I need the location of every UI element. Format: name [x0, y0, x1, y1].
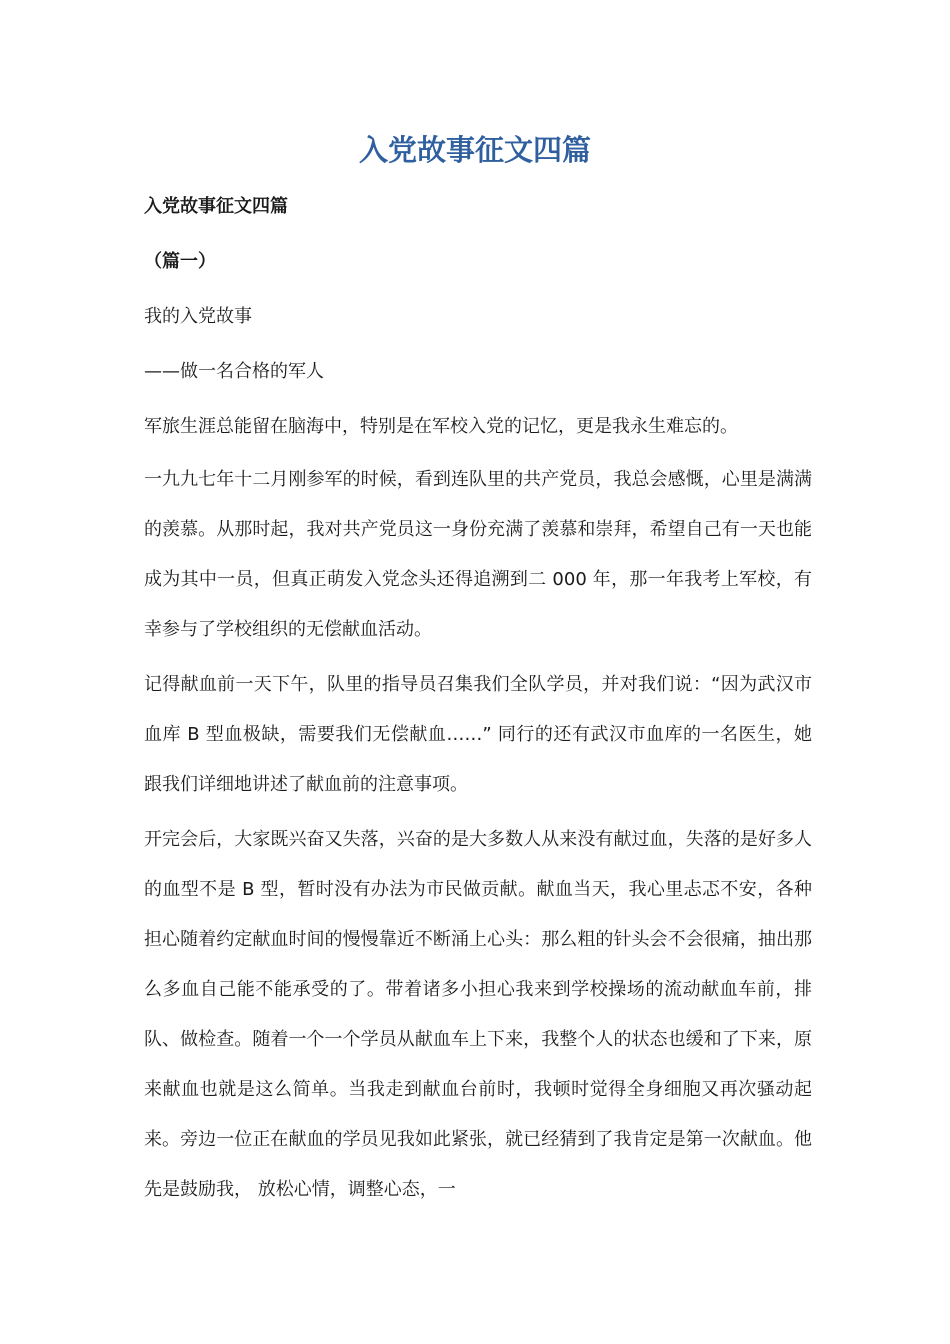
story-subtitle: ——做一名合格的军人 — [144, 361, 324, 382]
section-label: （篇一） — [144, 251, 216, 272]
story-title: 我的入党故事 — [144, 306, 252, 327]
paragraph: 开完会后，大家既兴奋又失落，兴奋的是大多数人从来没有献过血，失落的是好多人的血型不是 B 型，暂时没有办法为市民做贡献。献血当天，我心里忐忑不安，各种担心随着约定献血时间的慢慢靠近不断涌上心头：那么粗的针头会不会很痛，抽出那么多血自己能不能承受的了。带着诸多小担心我来到学校操场的流动献血车前，排队、做检查。随着一个一个学员从献血车上下来，我整个人的状态也缓和了下来，原来献血也就是这么简单。当我走到献血台前时，我顿时觉得全身细胞又再次骚动起来。旁边一位正在献血的学员见我如此紧张，就已经猜到了我肯定是第一次献血。他先是鼓励我， 放松心情，调整心态，一 — [144, 829, 812, 1200]
document-subtitle: 入党故事征文四篇 — [144, 196, 288, 217]
document-title: 入党故事征文四篇 — [358, 133, 591, 167]
paragraph: 记得献血前一天下午，队里的指导员召集我们全队学员，并对我们说：“因为武汉市血库 B 型血极缺，需要我们无偿献血……” 同行的还有武汉市血库的一名医生，她跟我们详细地讲述了献血前的注意事项。 — [144, 674, 812, 795]
paragraph: 军旅生涯总能留在脑海中，特别是在军校入党的记忆，更是我永生难忘的。 — [144, 416, 738, 437]
document-body — [144, 192, 812, 1220]
paragraph: 一九九七年十二月刚参军的时候，看到连队里的共产党员，我总会感慨，心里是满满的羡慕。从那时起，我对共产党员这一身份充满了羡慕和崇拜，希望自己有一天也能成为其中一员，但真正萌发入党念头还得追溯到二 000 年，那一年我考上军校，有幸参与了学校组织的无偿献血活动。 — [144, 469, 812, 640]
